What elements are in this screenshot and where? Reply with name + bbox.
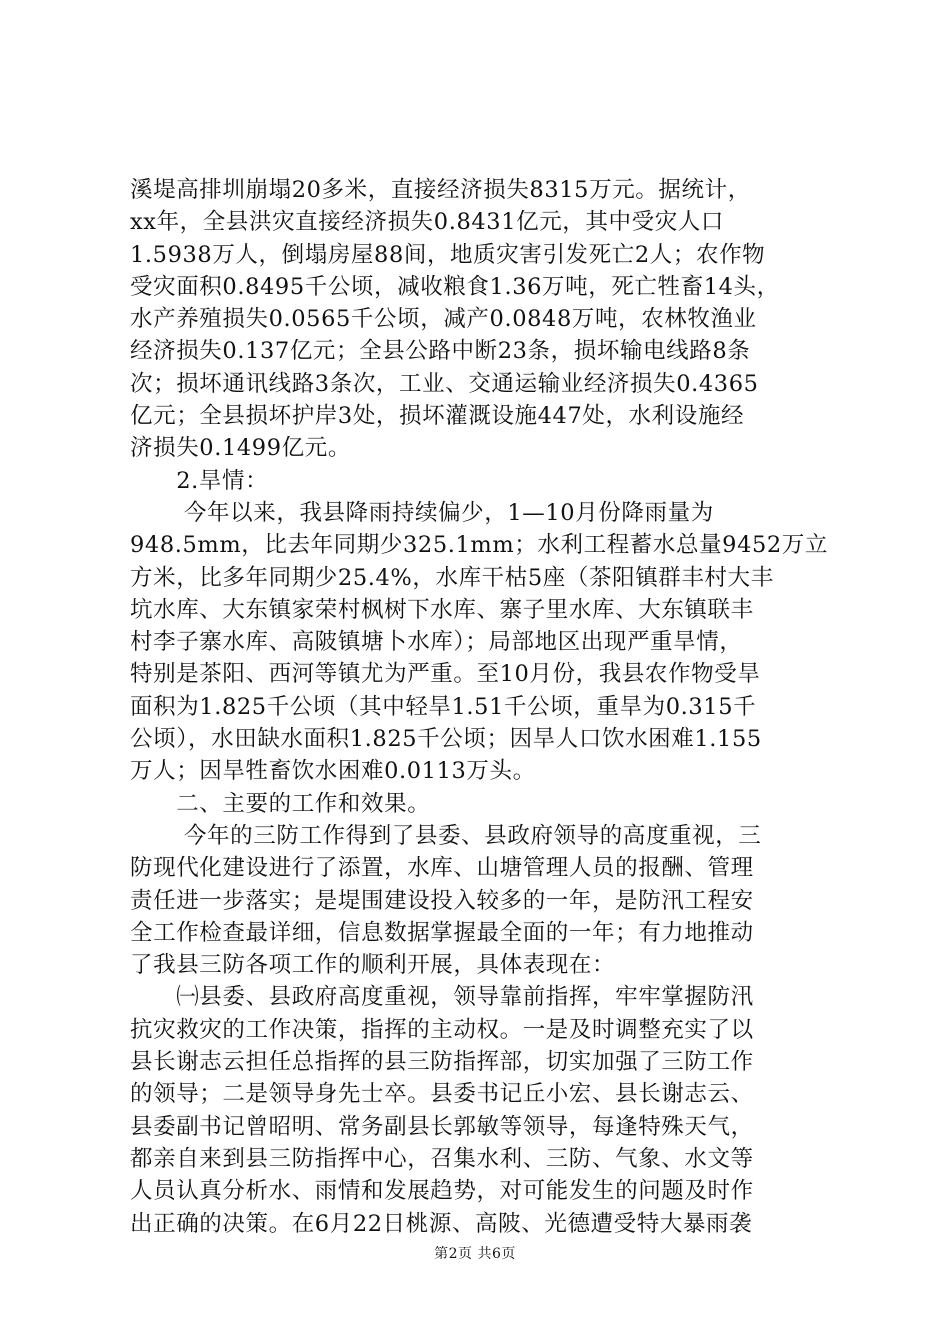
- text-line: 今年的三防工作得到了县委、县政府领导的高度重视，三: [130, 822, 762, 849]
- text-line: 次；损坏通讯线路3条次，工业、交通运输业经济损失0.4365: [130, 370, 759, 397]
- text-line: 了我县三防各项工作的顺利开展，具体表现在：: [130, 952, 616, 979]
- page-footer: [0, 1243, 950, 1263]
- text-line: 面积为1.825千公顷（其中轻旱1.51千公顷，重旱为0.315千: [130, 693, 757, 720]
- text-line: 水产养殖损失0.0565千公顷，减产0.0848万吨，农林牧渔业: [130, 306, 757, 333]
- page-number: 第2页 共6页: [434, 1246, 516, 1262]
- text-line: 出正确的决策。在6月22日桃源、高陂、光德遭受特大暴雨袭: [130, 1210, 753, 1237]
- section-heading-main-work: 二、主要的工作和效果。: [130, 790, 431, 817]
- text-line: 公顷），水田缺水面积1.825千公顷；因旱人口饮水困难1.155: [130, 726, 762, 753]
- text-line: 万人；因旱牲畜饮水困难0.0113万头。: [130, 758, 536, 785]
- section-heading-drought: 2.旱情：: [130, 467, 269, 494]
- text-line: 县委副书记曾昭明、常务副县长郭敏等领导，每逢特殊天气，: [130, 1113, 754, 1140]
- text-line: 今年以来，我县降雨持续偏少，1—10月份降雨量为: [130, 499, 714, 526]
- text-line: 1.5938万人，倒塌房屋88间，地质灾害引发死亡2人；农作物: [130, 241, 766, 268]
- text-line: 经济损失0.137亿元；全县公路中断23条，损坏输电线路8条: [130, 338, 751, 365]
- text-line: ㈠县委、县政府高度重视，领导靠前指挥，牢牢掌握防汛: [130, 984, 754, 1011]
- text-line: 都亲自来到县三防指挥中心，召集水利、三防、气象、水文等: [130, 1145, 754, 1172]
- text-line: 抗灾救灾的工作决策，指挥的主动权。一是及时调整充实了以: [130, 1016, 754, 1043]
- text-line: 全工作检查最详细，信息数据掌握最全面的一年；有力地推动: [130, 919, 754, 946]
- text-line: 坑水库、大东镇家荣村枫树下水库、寨子里水库、大东镇联丰: [130, 596, 754, 623]
- text-line: 特别是茶阳、西河等镇尤为严重。至10月份，我县农作物受旱: [130, 661, 761, 688]
- text-line: 亿元；全县损坏护岸3处，损坏灌溉设施447处，水利设施经: [130, 403, 745, 430]
- text-line: 济损失0.1499亿元。: [130, 435, 351, 462]
- text-line: 村李子寨水库、高陂镇塘卜水库）；局部地区出现严重旱情，: [130, 629, 743, 656]
- text-line: 责任进一步落实；是堤围建设投入较多的一年，是防汛工程安: [130, 887, 754, 914]
- document-body: [130, 174, 830, 1240]
- text-line: 方米，比多年同期少25.4%，水库干枯5座（茶阳镇群丰村大丰: [130, 564, 774, 591]
- text-line: 人员认真分析水、雨情和发展趋势，对可能发生的问题及时作: [130, 1178, 754, 1205]
- text-line: xx年，全县洪灾直接经济损失0.8431亿元，其中受灾人口: [130, 209, 725, 236]
- text-line: 受灾面积0.8495千公顷，减收粮食1.36万吨，死亡牲畜14头，: [130, 273, 780, 300]
- text-line: 的领导；二是领导身先士卒。县委书记丘小宏、县长谢志云、: [130, 1081, 754, 1108]
- text-line: 948.5mm，比去年同期少325.1mm；水利工程蓄水总量9452万立: [130, 532, 829, 559]
- text-line: 防现代化建设进行了添置，水库、山塘管理人员的报酬、管理: [130, 855, 754, 882]
- text-line: 县长谢志云担任总指挥的县三防指挥部，切实加强了三防工作: [130, 1049, 754, 1076]
- text-line: 溪堤高排圳崩塌20多米，直接经济损失8315万元。据统计，: [130, 177, 751, 203]
